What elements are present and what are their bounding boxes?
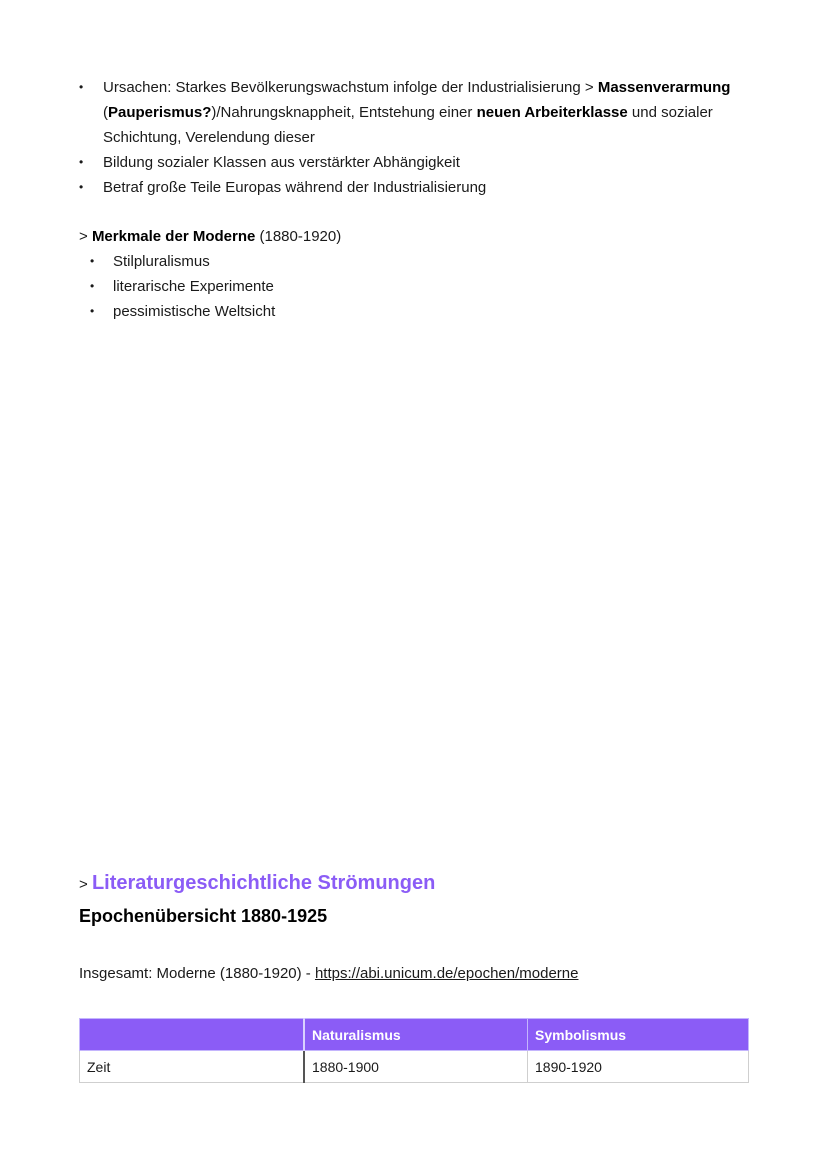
bullet-text: Ursachen: Starkes Bevölkerungswachstum infolge der Industrialisierung > Massenverarmung (Pauperismus?)/Nahrungsknappheit, Entstehung einer neuen Arbeiterklasse und sozialer Schichtung, Verelendung dieser — [103, 79, 731, 146]
moderne-heading: > Merkmale der Moderne (1880-1920) — [79, 228, 342, 245]
section-heading-stroemungen: > Literaturgeschichtliche Strömungen — [79, 872, 436, 894]
list-item — [79, 75, 759, 150]
insgesamt-line: Insgesamt: Moderne (1880-1920) - https://abi.unicum.de/epochen/moderne — [79, 965, 579, 982]
table-cell: Zeit — [80, 1051, 305, 1083]
table-cell: 1890-1920 — [528, 1051, 749, 1083]
table-header: Symbolismus — [528, 1019, 749, 1051]
causes-bullet-list — [79, 75, 759, 200]
list-item: • literarische Experimente — [90, 274, 275, 299]
moderne-feature-list — [90, 249, 275, 324]
bullet-text: Bildung sozialer Klassen aus verstärkter Abhängigkeit — [103, 154, 460, 171]
table-cell: 1880-1900 — [304, 1051, 528, 1083]
table-row — [80, 1051, 749, 1083]
list-item: • Stilpluralismus — [90, 249, 275, 274]
bullet-icon: • — [90, 279, 95, 293]
bullet-icon: • — [90, 304, 95, 318]
bullet-text: Betraf große Teile Europas während der Industrialisierung — [103, 179, 487, 196]
bullet-icon: • — [79, 80, 84, 94]
table-header-row — [80, 1019, 749, 1051]
epochen-title: Epochenübersicht 1880-1925 — [79, 906, 328, 926]
list-item — [79, 150, 759, 175]
list-item: • pessimistische Weltsicht — [90, 299, 275, 324]
list-item — [79, 175, 759, 200]
table-header: Naturalismus — [304, 1019, 528, 1051]
epochen-table — [79, 1018, 749, 1083]
moderne-link[interactable]: https://abi.unicum.de/epochen/moderne — [314, 965, 579, 982]
table-header — [80, 1019, 305, 1051]
bullet-icon: • — [79, 155, 84, 169]
bullet-icon: • — [90, 254, 95, 268]
bullet-icon: • — [79, 180, 84, 194]
